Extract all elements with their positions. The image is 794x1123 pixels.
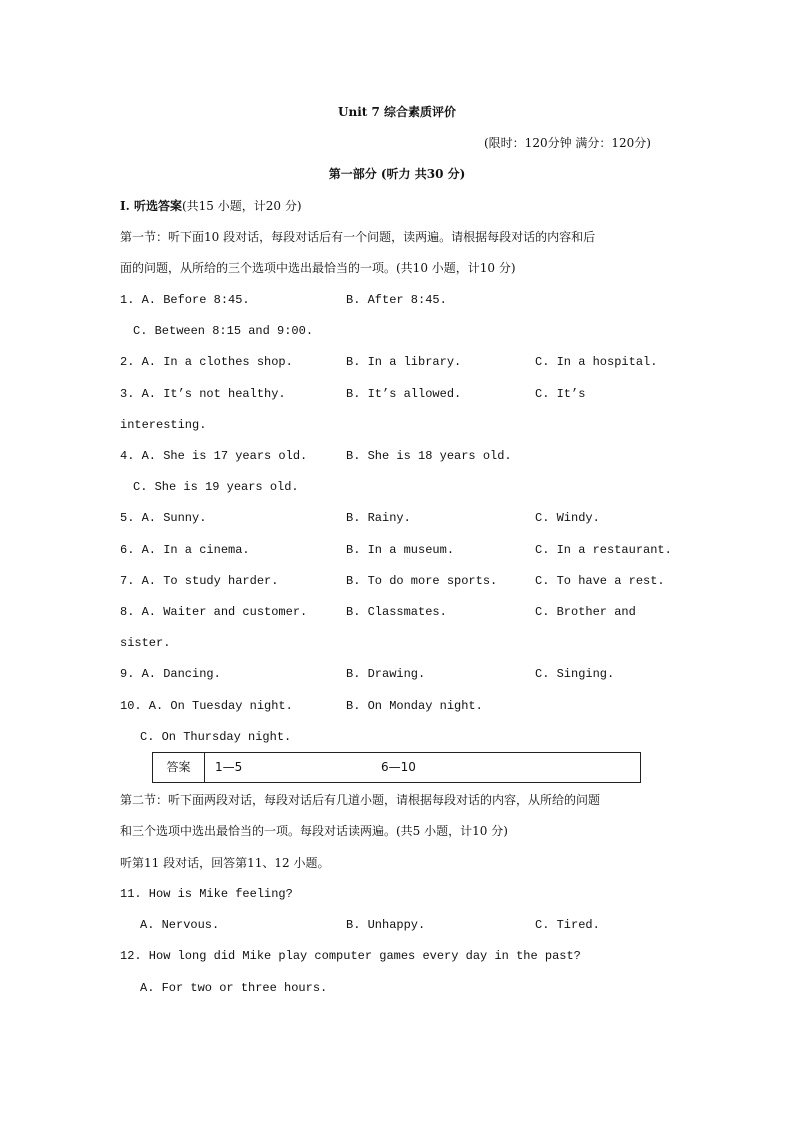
q3-option-c-continued: interesting. — [120, 418, 207, 432]
q4-option-a: 4. A. She is 17 years old. — [120, 449, 308, 463]
answer-range-6-10: 6—10 — [381, 760, 416, 774]
page-title: Unit 7 综合素质评价 — [338, 105, 456, 119]
q8-option-b: B. Classmates. — [346, 605, 447, 619]
q8-option-c: C. Brother and — [535, 605, 636, 619]
q3-option-c: C. It’s — [535, 387, 586, 401]
q4-option-b: B. She is 18 years old. — [346, 449, 512, 463]
q11-option-a: A. Nervous. — [140, 918, 220, 932]
q12-option-a: A. For two or three hours. — [140, 981, 328, 995]
section-one-title: I. 听选答案 — [120, 199, 182, 213]
q6-option-b: B. In a museum. — [346, 543, 455, 557]
q5-option-b: B. Rainy. — [346, 511, 411, 525]
time-score-limits: (限时：120分钟 满分：120分) — [484, 136, 651, 150]
q7-option-a: 7. A. To study harder. — [120, 574, 279, 588]
q10-option-b: B. On Monday night. — [346, 699, 483, 713]
q11-option-b: B. Unhappy. — [346, 918, 426, 932]
q8-option-c-continued: sister. — [120, 636, 171, 650]
q10-option-c: C. On Thursday night. — [140, 730, 292, 744]
sub-section-one-instruction-1: 第一节：听下面10 段对话，每段对话后有一个问题，读两遍。请根据每段对话的内容和后 — [120, 230, 596, 244]
dialog-11-instruction: 听第11 段对话，回答第11、12 小题。 — [120, 856, 330, 870]
q10-option-a: 10. A. On Tuesday night. — [120, 699, 293, 713]
q11-option-c: C. Tired. — [535, 918, 600, 932]
q1-option-a: 1. A. Before 8:45. — [120, 293, 250, 307]
section-one-note: (共15 小题，计20 分) — [181, 199, 302, 213]
sub-section-one-instruction-2: 面的问题，从所给的三个选项中选出最恰当的一项。(共10 小题，计10 分) — [120, 261, 516, 275]
q9-option-c: C. Singing. — [535, 667, 615, 681]
answer-range-1-5: 1—5 — [215, 760, 243, 774]
q1-option-b: B. After 8:45. — [346, 293, 447, 307]
sub-section-two-instruction-1: 第二节：听下面两段对话，每段对话后有几道小题，请根据每段对话的内容，从所给的问题 — [120, 793, 601, 807]
part-one-heading: 第一部分 (听力 共30 分) — [328, 167, 466, 181]
q1-option-c: C. Between 8:15 and 9:00. — [133, 324, 314, 338]
q9-option-b: B. Drawing. — [346, 667, 426, 681]
q11-stem: 11. How is Mike feeling? — [120, 887, 293, 901]
q5-option-c: C. Windy. — [535, 511, 600, 525]
q3-option-a: 3. A. It’s not healthy. — [120, 387, 286, 401]
sub-section-two-instruction-2: 和三个选项中选出最恰当的一项。每段对话读两遍。(共5 小题，计10 分) — [120, 824, 508, 838]
q4-option-c: C. She is 19 years old. — [133, 480, 299, 494]
q6-option-a: 6. A. In a cinema. — [120, 543, 250, 557]
q2-option-b: B. In a library. — [346, 355, 462, 369]
q8-option-a: 8. A. Waiter and customer. — [120, 605, 308, 619]
q7-option-b: B. To do more sports. — [346, 574, 498, 588]
q2-option-c: C. In a hospital. — [535, 355, 658, 369]
q12-stem: 12. How long did Mike play computer games every day in the past? — [120, 949, 581, 963]
section-one-heading — [120, 198, 302, 214]
q9-option-a: 9. A. Dancing. — [120, 667, 221, 681]
q2-option-a: 2. A. In a clothes shop. — [120, 355, 293, 369]
answer-table — [152, 752, 641, 783]
q7-option-c: C. To have a rest. — [535, 574, 665, 588]
q3-option-b: B. It’s allowed. — [346, 387, 462, 401]
q5-option-a: 5. A. Sunny. — [120, 511, 207, 525]
q6-option-c: C. In a restaurant. — [535, 543, 672, 557]
answer-table-label: 答案 — [153, 753, 205, 782]
